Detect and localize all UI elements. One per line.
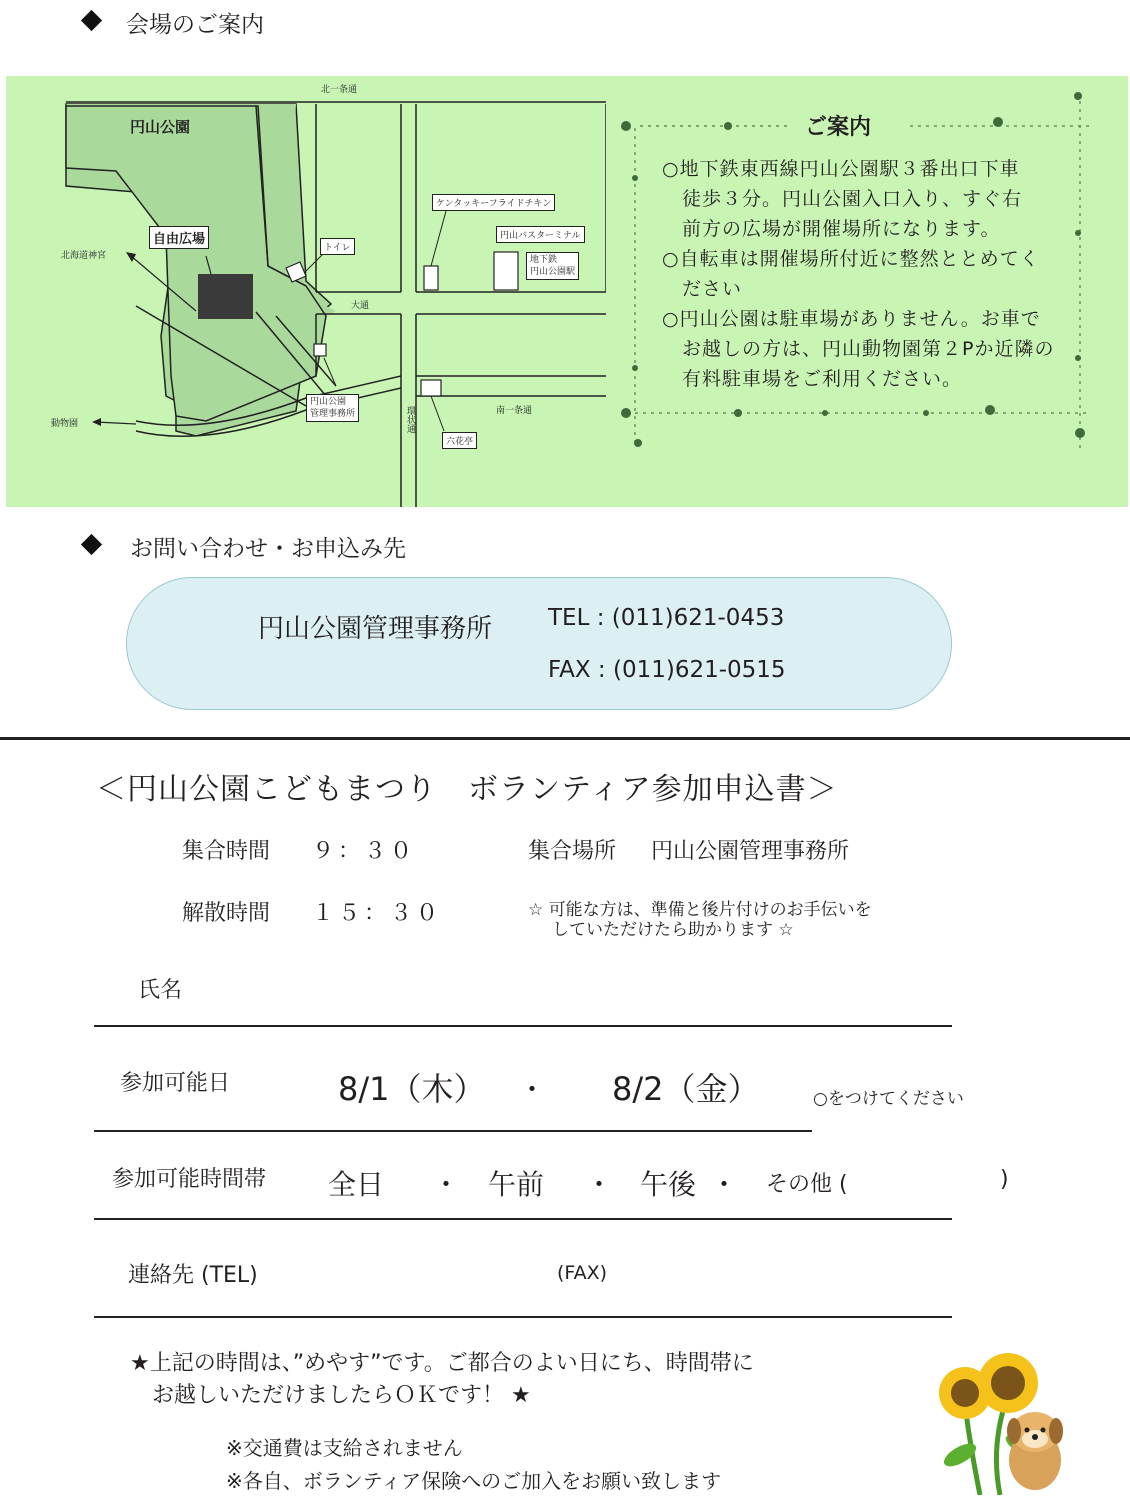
- time-option-all[interactable]: 全日: [328, 1168, 385, 1201]
- gather-time-value: ９：３０: [312, 839, 417, 864]
- map-label-kfc: ケンタッキーフライドチキン: [432, 194, 555, 211]
- time-other-close: ): [1000, 1167, 1009, 1192]
- guide-line: ださい: [662, 278, 743, 300]
- time-separator: ・: [585, 1168, 614, 1201]
- date-option-1[interactable]: 8/1（木）: [338, 1070, 486, 1108]
- gather-place-label: 集合場所: [528, 839, 617, 864]
- name-label: 氏名: [138, 978, 183, 1003]
- map-label-north-road: 北一条通: [321, 85, 358, 95]
- park-map: [6, 76, 606, 507]
- plaza-marker: [198, 274, 253, 319]
- note-transport: ※交通費は支給されません: [226, 1436, 463, 1460]
- date-option-2[interactable]: 8/2（金）: [612, 1070, 760, 1108]
- contact-tel: TEL : (011)621-0453: [548, 605, 785, 631]
- time-option-am[interactable]: 午前: [488, 1168, 545, 1201]
- contact-office-name: 円山公園管理事務所: [258, 614, 493, 644]
- gather-time-label: 集合時間: [182, 839, 271, 864]
- dismiss-time-label: 解散時間: [182, 901, 271, 926]
- date-note: ○をつけてください: [813, 1089, 964, 1109]
- map-label-subway-station: 地下鉄 円山公園駅: [526, 252, 579, 280]
- section-bullet-icon: [81, 534, 102, 555]
- map-label-rokkatei: 六花亭: [442, 432, 477, 449]
- map-label-main-road: 大通: [351, 301, 370, 311]
- help-note-line1: ☆ 可能な方は、準備と後片付けのお手伝いを: [528, 900, 872, 920]
- note-insurance: ※各自、ボランティア保険へのご加入をお願い致します: [226, 1469, 722, 1493]
- date-field-line: [94, 1130, 812, 1132]
- sunflower-dog-icon: [930, 1335, 1070, 1495]
- time-option-pm[interactable]: 午後: [640, 1168, 697, 1201]
- name-field-line[interactable]: [94, 1025, 952, 1027]
- map-label-office: 円山公園 管理事務所: [306, 394, 359, 422]
- guide-line: 徒歩３分。円山公園入口入り、すぐ右: [662, 188, 1023, 210]
- guide-title: ご案内: [805, 115, 872, 140]
- time-label: 参加可能時間帯: [112, 1167, 267, 1192]
- map-label-shrine: 北海道神宮: [61, 251, 107, 261]
- map-label-ring-road: 環状通: [405, 406, 415, 433]
- section-bullet-icon: [81, 10, 102, 31]
- guide-frame: [620, 88, 1100, 458]
- map-label-park: 円山公園: [130, 118, 191, 136]
- form-title: ＜円山公園こどもまつり ボランティア参加申込書＞: [96, 772, 838, 807]
- date-label: 参加可能日: [120, 1071, 231, 1096]
- time-option-other[interactable]: その他 (: [766, 1172, 848, 1197]
- contact-tel-label: 連絡先 (TEL): [128, 1263, 258, 1288]
- contact-field-line[interactable]: [94, 1316, 952, 1318]
- note-line1: ★上記の時間は、”めやす”です。ご都合のよい日にち、時間帯に: [130, 1351, 754, 1376]
- guide-line: 有料駐車場をご利用ください。: [662, 368, 963, 390]
- map-label-zoo: 動物園: [51, 419, 79, 429]
- map-label-bus-terminal: 円山バスターミナル: [496, 226, 585, 243]
- guide-line: 前方の広場が開催場所になります。: [662, 218, 1001, 240]
- contact-section-title: お問い合わせ・お申込み先: [130, 536, 406, 562]
- map-label-south-road: 南一条通: [496, 406, 533, 416]
- contact-fax: FAX : (011)621-0515: [548, 657, 786, 683]
- dismiss-time-value: １５：３０: [312, 901, 443, 926]
- note-line2: お越しいただけましたらＯＫです！ ★: [152, 1383, 531, 1408]
- map-label-toilet: トイレ: [320, 238, 355, 255]
- guide-line: ○自転車は開催場所付近に整然ととめてく: [662, 248, 1040, 270]
- section-divider: [0, 737, 1130, 740]
- gather-place-value: 円山公園管理事務所: [651, 839, 850, 864]
- guide-line: ○地下鉄東西線円山公園駅３番出口下車: [662, 158, 1020, 180]
- map-label-plaza: 自由広場: [149, 226, 209, 249]
- contact-oval: [126, 577, 952, 710]
- time-field-line: [94, 1218, 952, 1220]
- guide-line: ○円山公園は駐車場がありません。お車で: [662, 308, 1041, 330]
- venue-section-title: 会場のご案内: [126, 12, 264, 38]
- guide-line: お越しの方は、円山動物園第２Pか近隣の: [662, 338, 1055, 360]
- time-separator: ・: [710, 1168, 739, 1201]
- date-separator: ・: [518, 1073, 547, 1106]
- contact-fax-label: (FAX): [557, 1262, 608, 1284]
- help-note-line2: していただけたら助かります ☆: [552, 920, 794, 940]
- time-separator: ・: [432, 1168, 461, 1201]
